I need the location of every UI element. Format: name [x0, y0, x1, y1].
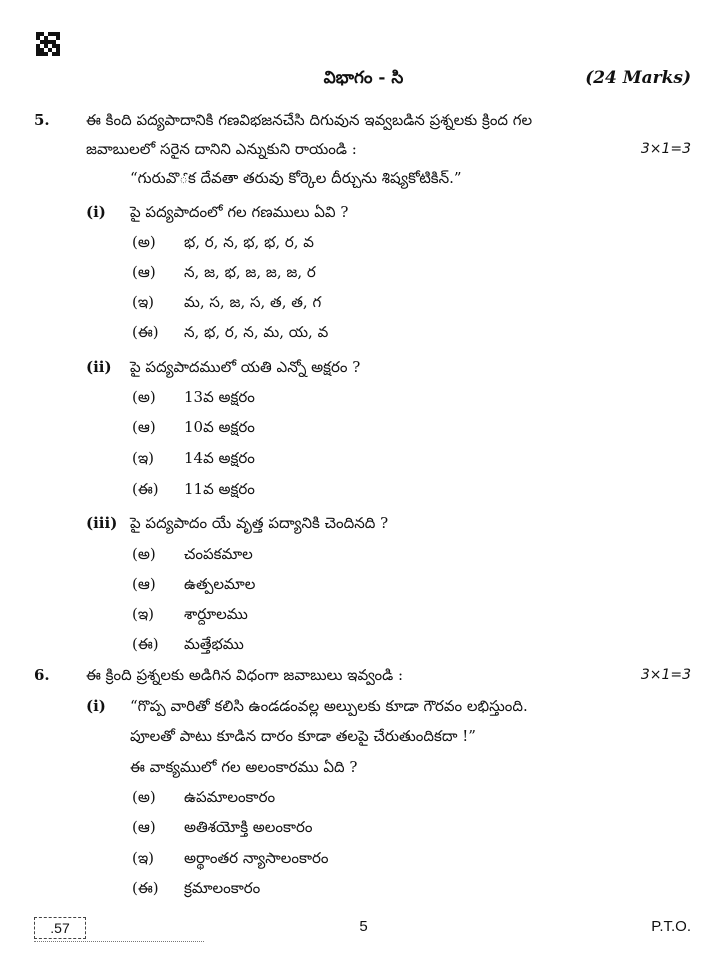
option-text: 13వ అక్షరం	[184, 388, 255, 406]
option-text: 10వ అక్షరం	[184, 418, 255, 436]
paper-code: .57	[34, 917, 86, 939]
option-text: చంపకమాల	[184, 545, 253, 563]
option-text: న, జ, భ, జ, జ, జ, ర	[184, 263, 316, 281]
option-text: క్రమాలంకారం	[184, 879, 261, 897]
option-text: ఉపమాలంకారం	[184, 788, 276, 806]
option-text: 14వ అక్షరం	[184, 449, 255, 467]
option-key: (ఇ)	[132, 293, 155, 311]
section-title: విభాగం - సి	[323, 68, 404, 88]
option-key: (ఆ)	[132, 418, 156, 436]
option-text: అతిశయోక్తి అలంకారం	[184, 818, 313, 836]
question-6-marks: 3×1=3	[640, 667, 691, 683]
option-text: భ, ర, న, భ, భ, ర, వ	[184, 233, 314, 251]
section-marks: (24 Marks)	[585, 68, 691, 88]
option-key: (అ)	[132, 788, 156, 806]
option-key: (ఆ)	[132, 263, 156, 281]
qr-code-icon	[36, 32, 60, 56]
option-key: (అ)	[132, 233, 156, 251]
question-6-passage-line1: “గొప్ప వారితో కలిసి ఉండడంవల్ల అల్పులకు కూడా గౌరవం లభిస్తుంది.	[130, 697, 528, 715]
option-key: (ఈ)	[132, 480, 159, 498]
footer-divider	[34, 941, 204, 945]
question-5-sub-3-text: పై పద్యపాదం యే వృత్త పద్యానికి చెందినది ?	[130, 514, 389, 532]
option-text: అర్థాంతర న్యాసాలంకారం	[184, 849, 329, 867]
question-5-sub-1-number: (i)	[86, 203, 106, 221]
option-text: ఉత్పలమాల	[184, 575, 256, 593]
question-6-number: 6.	[34, 666, 50, 684]
option-key: (ఇ)	[132, 449, 155, 467]
option-key: (ఆ)	[132, 575, 156, 593]
question-5-instruction-line2: జవాబులలో సరైన దానిని ఎన్నుకుని రాయండి :	[86, 140, 357, 158]
question-6-passage-line2: పూలతో పాటు కూడిన దారం కూడా తలపై చేరుతుందికదా !”	[130, 727, 476, 745]
option-text: మ, స, జ, స, త, త, గ	[184, 293, 322, 311]
option-key: (ఆ)	[132, 818, 156, 836]
option-text: 11వ అక్షరం	[184, 480, 255, 498]
page-number: 5	[359, 918, 368, 935]
question-5-number: 5.	[34, 111, 50, 129]
question-6-instruction: ఈ క్రింది ప్రశ్నలకు అడిగిన విధంగా జవాబులు ఇవ్వండి :	[86, 666, 404, 684]
option-text: న, భ, ర, న, మ, య, వ	[184, 323, 329, 341]
option-text: మత్తేభము	[184, 635, 244, 653]
question-5-instruction-line1: ఈ కింది పద్యపాదానికి గణవిభజనచేసి దిగువున ఇవ్వబడిన ప్రశ్నలకు క్రింద గల	[86, 111, 533, 129]
option-key: (అ)	[132, 388, 156, 406]
question-5-sub-2-number: (ii)	[86, 358, 112, 376]
option-text: శార్దూలము	[184, 605, 248, 623]
option-key: (ఈ)	[132, 879, 159, 897]
question-5-sub-3-number: (iii)	[86, 514, 118, 532]
option-key: (ఇ)	[132, 849, 155, 867]
question-6-sub-1-number: (i)	[86, 697, 106, 715]
option-key: (ఈ)	[132, 323, 159, 341]
option-key: (అ)	[132, 545, 156, 563]
question-5-verse: “గురువొౕక దేవతా తరువు కోర్కెల దీర్చును శిష్యకోటికిన్.”	[130, 169, 462, 187]
question-5-sub-1-text: పై పద్యపాదంలో గల గణములు ఏవి ?	[130, 203, 349, 221]
question-5-sub-2-text: పై పద్యపాదములో యతి ఎన్నో అక్షరం ?	[130, 358, 361, 376]
please-turn-over: P.T.O.	[651, 918, 691, 935]
option-key: (ఈ)	[132, 635, 159, 653]
question-6-question: ఈ వాక్యములో గల అలంకారము ఏది ?	[130, 758, 358, 776]
option-key: (ఇ)	[132, 605, 155, 623]
question-5-marks: 3×1=3	[640, 141, 691, 157]
